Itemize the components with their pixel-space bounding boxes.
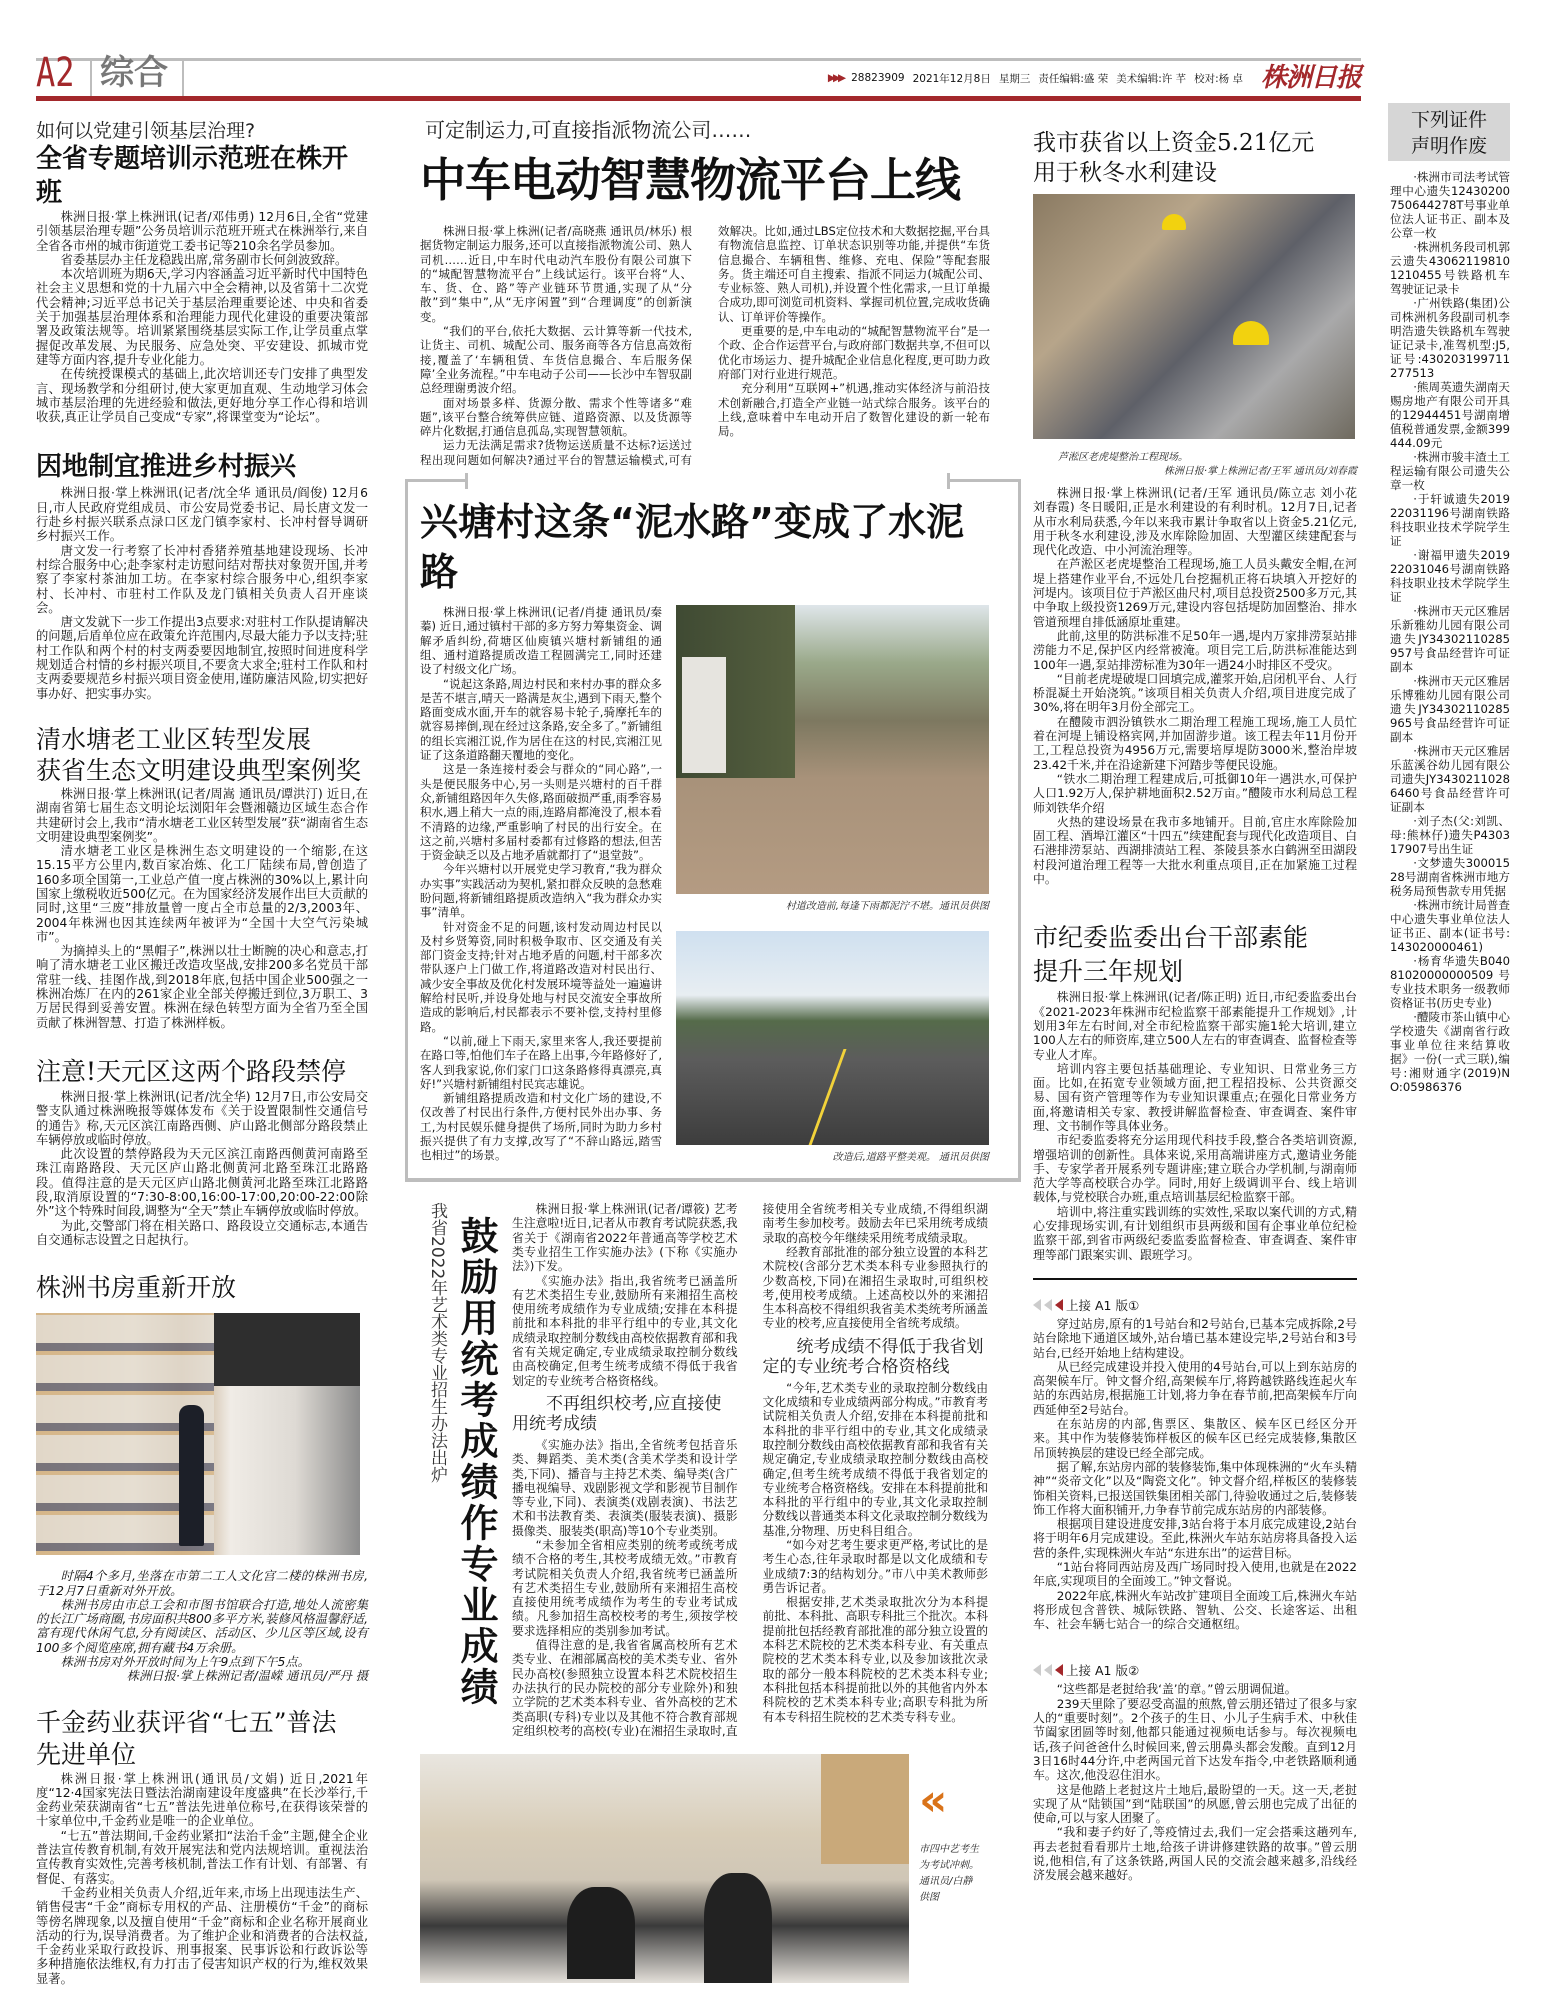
water-headline: 用于秋冬水利建设 [1033,160,1217,186]
chevron-left-icon [1044,1299,1052,1311]
paragraph: 清水塘老工业区是株洲生态文明建设的一个缩影,在这15.15平方公里内,数百家冶炼、化工厂陆续布局,曾创造了160多项全国第一,工业总产值一度占株洲的30%以上,累计向国家上缴税收近500亿元。在为国家经济发展作出巨大贡献的同时,这里“三废”排放量曾一度占全市总量的2/3,2003年、2004年株洲也因其连续两年被评为“全国十大空气污染城市”。 [36,844,368,944]
paragraph: 株洲日报·掌上株洲讯(记者/陈正明) 近日,市纪委监委出台《2021-2023年株洲市纪检监察干部素能提升工作规划》,计划用3年左右时间,对全市纪检监察干部实施1轮大培训,建立100人左右的师资库,建立500人左右的审查调查、监督检查等专业人才库。 [1033,990,1357,1062]
notice-title-box [1388,103,1510,161]
lost-notice-item: ·刘子杰(父:刘凯、母:熊林仔)遗失P430317907号出生证 [1390,814,1510,856]
paragraph: 《实施办法》指出,我省统考已涵盖所有艺术类招生专业,鼓励所有来湘招生高校使用统考成绩作为专业成绩;安排在本科提前批和本科批的非平行组中的专业,其文化成绩录取控制分数线由高校依据教育部和我省有关规定确定,专业成绩录取控制分数线由高校确定,但考生统考成绩不得低于我省划定的专业统考合格资格线。 [512,1273,738,1388]
article-headline: 提升三年规划 [1033,957,1184,987]
paragraph: 株洲日报·掌上株洲讯(记者/王军 通讯员/陈立志 刘小花 刘春霞) 冬日暖阳,正是水利建设的有利时机。12月7日,记者从市水利局获悉,今年以来我市累计争取省以上资金5.21亿元,用于秋冬水利建设,涉及水库除险加固、大型灌区续建配套与现代化改造、中小河流治理等。 [1033,486,1357,558]
paragraph: “1站台将同西站房及西广场同时投入使用,也就是在2022年底,实现项目的全面竣工。”钟文督说。 [1033,1560,1357,1589]
paragraph: 在传统授课模式的基础上,此次培训还专门安排了典型发言、现场教学和分组研讨,使大家更加直观、生动地学习体会城市基层治理的先进经验和做法,更好地分享工作心得和培训收获,真正让学员自己变成“专家”,将课堂变为“论坛”。 [36,367,368,425]
paragraph: 此次设置的禁停路段为天元区滨江南路西侧黄河南路至珠江南路路段、天元区庐山路北侧黄河北路至珠江北路路段。值得注意的是天元区庐山路北侧黄河北路至珠江北路路段,取消原设置的“7:30-8:00,16:00-17:00,20:00-22:00除外”这个特殊时间段,调整为“全天”禁止车辆停放或临时停放。 [36,1147,368,1219]
paragraph: 新铺组路提质改造和村文化广场的建设,不仅改善了村民出行条件,方便村民外出办事、务工,为村民娱乐健身提供了场所,同时为助力乡村振兴提供了有力支撑,改写了“不辞山路远,踏雪也相过”的场景。 [420,1091,662,1163]
chevron-left-icon [1033,1664,1041,1676]
article-body [1033,990,1357,1262]
art-photo-row [405,1754,1021,1983]
lost-notice-item: ·株洲市天元区雅居乐博雅幼儿园有限公司遗失JY34302110285965号食品经营许可证副本 [1390,674,1510,744]
water-article-body [1033,486,1357,886]
paragraph: 唐文发就下一步工作提出3点要求:对驻村工作队提请解决的问题,后盾单位应在政策允许范围内,尽最大能力予以支持;驻村工作队和两个村的村支两委要因地制宜,按照时间进度科学规划适合村情的乡村振兴项目,不要贪大求全;驻村工作队和村支两委要规范乡村振兴项目资金使用,谨防廉洁风险,切实把好事办好、把实事办实。 [36,615,368,701]
paragraph: 更重要的是,中车电动的“城配智慧物流平台”是一个政、企合作运营平台,与政府部门数据共享,不但可以优化市场运力、提升城配企业信息化程度,更可助力政府部门对行业进行规范。 [718,324,990,381]
paragraph: 据了解,东站房内部的装修装饰,集中体现株洲的“火车头精神”“炎帝文化”以及“陶瓷文化”。钟文督介绍,样板区的装修装饰相关资料,已报送国铁集团相关部门,待验收通过之后,装修装饰工作将大面积铺开,力争春节前完成东站房的内部装修。 [1033,1459,1357,1517]
header-red-rule [36,96,1361,101]
paragraph: 穿过站房,原有的1号站台和2号站台,已基本完成拆除,2号站台除地下通道区域外,站台墙已基本建设完毕,2号站台和3号站台,已经开始地上结构建设。 [1033,1316,1357,1360]
article-discipline [1033,922,1357,1262]
continued-from-label: 上接 A1 版② [1066,1663,1140,1679]
lead-article-body [420,224,990,467]
paragraph: “今年,艺术类专业的录取控制分数线由文化成绩和专业成绩两部分构成。”市教育考试院相关负责人介绍,安排在本科提前批和本科批的非平行组中的专业,其文化成绩录取控制分数线由高校依据教育部和我省有关规定确定,专业成绩录取控制分数线由高校确定,但考生统考成绩不得低于我省划定的专业统考合格资格线。安排在本科提前批和本科批的平行组中的专业,其文化录取控制分数线以普通类本科文化录取控制分数线为基准,分物理、历史科目组合。 [762,1380,988,1538]
paragraph: “未参加全省相应类别的统考或统考成绩不合格的考生,其校考成绩无效。”市教育考试院相关负责人介绍,我省统考已涵盖所有艺术类招生专业,鼓励所有来湘招生高校直接使用统考成绩作为考生的专业考试成绩。凡参加招生高校校考的考生,须按学校要求选择相应的类别参加考试。 [512,1537,738,1638]
chevron-left-icon [1033,1299,1041,1311]
article-qingshuitang [36,725,368,1030]
arrows-icon: ▶▶▶ [827,72,844,84]
lost-notice-item: ·株洲市司法考试管理中心遗失12430200750644278T号事业单位法人证书正、副本及公章一枚 [1390,170,1510,240]
article-headline: 清水塘老工业区转型发展 [36,724,312,754]
paragraph: 株洲日报·掌上株洲讯(通讯员/文娟) 近日,2021年度“12·4国家宪法日暨法治湖南建设年度盛典”在长沙举行,千金药业荣获湖南省“七五”普法先进单位称号,在获得该荣誉的十家单位中,千金药业是唯一的企业单位。 [36,1771,368,1829]
art-editor: 美术编辑:许 芊 [1116,72,1187,85]
article-headline: 全省专题培训示范班在株开班 [36,144,349,208]
paragraph: 从已经完成建设并投入使用的4号站台,可以上到东站房的高架候车厅。钟文督介绍,高架候车厅,将跨越铁路线连起火车站的东西站房,根据施工计划,将力争在春节前,把高架候车厅向西延伸至2号站台。 [1033,1359,1357,1417]
continued-label [1033,1661,1357,1679]
chevron-left-icon [1055,1664,1063,1676]
paragraph: 根据项目建设进度安排,3站台将于本月底完成建设,2站台将于明年6月完成建设。至此,株洲火车站东站房将具备投入运营的条件,实现株洲火车站“东进东出”的运营目标。 [1033,1517,1357,1560]
article-headline: 因地制宜推进乡村振兴 [36,452,297,483]
lost-notice-item: ·株洲市天元区雅居乐新雅幼儿园有限公司遗失JY34302110285957号食品经营许可证副本 [1390,604,1510,674]
paragraph: 在芦淞区老虎堤整治工程现场,施工人员头戴安全帽,在河堤上搭建作业平台,不远处几台挖掘机正将石块填入开挖好的河堤内。该项目位于芦淞区曲尺村,项目总投资2500多万元,其中争取上级投资1269万元,建设内容包括堤防加固整治、排水管道预埋自排低涵原址重建。 [1033,557,1357,629]
article-headline: 千金药业获评省“七五”普法 [36,1707,337,1737]
xingtang-content [420,605,990,1164]
paragraph: “铁水二期治理工程建成后,可抵御10年一遇洪水,可保护人口1.92万人,保护耕地面积2.52万亩。”醴陵市水利局总工程师刘铁华介绍 [1033,771,1357,815]
paragraph: 火热的建设场景在我市多地铺开。目前,官庄水库除险加固工程、酒埠江灌区“十四五”续建配套与现代化改造项目、白石港排涝泵站、西湖排渍站工程、茶陵县茶水白鹤洲至田湖段村段河道治理工程等一大批水利重点项目,正在加紧施工过程中。 [1033,814,1357,887]
bookstore-photo [36,1313,360,1555]
lost-notice-item: ·谢福甲遗失201922031046号湖南铁路科技职业技术学院学生证 [1390,548,1510,604]
paragraph: 株洲日报·掌上株洲讯(记者/肖捷 通讯员/秦蓁) 近日,通过镇村干部的多方努力筹集资金、调解矛盾纠纷,荷塘区仙庾镇兴塘村新铺组的通组、通村道路提质改造工程圆满完工,同时还建设了村级文化广场。 [420,605,662,677]
box-frame-tick [465,473,468,489]
box-frame-top-left [405,479,467,482]
paragraph: 239天里除了要忍受高温的煎熬,曾云朋还错过了很多与家人的“重要时刻”。2个孩子的生日、小儿子生病手术、中秋佳节阖家团圆等时刻,他都只能通过视频电话参与。每次视频电话,孩子问爸爸什么时候回来,曾云朋鼻头都会发酸。直到12月3日16时44分许,中老两国元首下达发车指令,中老铁路顺利通车。这次,他没忍住泪水。 [1033,1696,1357,1783]
right-column [1033,128,1357,1883]
lost-notice-item: ·于轩诚遗失201922031196号湖南铁路科技职业技术学院学生证 [1390,492,1510,548]
article-body [36,210,368,424]
photo-caption: 市四中艺考生为考试冲刺。通讯员/白静 供图 [919,1844,979,1904]
dike-construction-photo [1033,194,1355,439]
article-headline: 注意!天元区这两个路段禁停 [36,1056,347,1086]
lost-notice-list [1390,170,1510,1094]
article-body [36,1090,368,1247]
left-column [36,120,368,1986]
photo-credit: 株洲日报·掌上株洲记者/温嵘 通讯员/严丹 摄 [126,1669,368,1684]
paragraph: 在醴陵市泗汾镇铁水二期治理工程施工现场,施工人员忙着在河堤上铺设格宾网,并加固游步道。该工程去年11月份开工,工程总投资为4956万元,需要培厚堤防3000米,整治岸坡23.42千米,并在沿途新建下河踏步等便民设施。 [1033,714,1357,772]
paragraph: 株洲日报·掌上株洲讯(记者/周嵩 通讯员/谭洪汀) 近日,在湖南省第七届生态文明论坛浏阳年会暨湘赣边区域生态合作共建研讨会上,我市“清水塘老工业区转型发展”获“湖南省生态文明建设典型案例奖”。 [36,786,368,844]
art-subhead: 不再组织校考,应直接使用统考成绩 [512,1393,722,1434]
paragraph: “以前,碰上下雨天,家里来客人,我还要提前在路口等,怕他们车子在路上出事,今年路修好了,客人到我家说,你们家门口这条路修得真漂亮,真好!”兴塘村新铺组村民宾志雄说。 [420,1033,662,1091]
editor: 责任编辑:盛 荣 [1038,72,1109,85]
paragraph: 市纪委监委将充分运用现代科技手段,整合各类培训资源,增强培训的创新性。具体来说,采用高端讲座方式,邀请业务能手、专家学者开展系列专题讲座;建立联合办学机制,与湖南师范大学等高校联合办学。同时,用好上级调训平台、线上培训载体,与党校联合办班,重点培训基层纪检监察干部。 [1033,1133,1357,1205]
photo-credit: 株洲日报·掌上株洲记者/王军 通讯员/刘春霞 [1163,466,1357,477]
paragraph: “说起这条路,周边村民和来村办事的群众多是苦不堪言,晴天一路满是灰尘,遇到下雨天,整个路面变成水面,开车的就容易卡轮子,骑摩托车的就容易摔倒,现在经过这条路,安全多了。”新铺组的组长宾湘江说,作为居住在这的村民,宾湘江见证了这条道路翻天覆地的变化。 [420,676,662,763]
lead-headline: 中车电动智慧物流平台上线 [420,153,960,207]
issue-code: 28823909 [851,72,905,84]
art-students-photo [420,1754,909,1983]
paragraph: “我和妻子约好了,等疫情过去,我们一定会搭乘这趟列车,再去老挝看看那片土地,给孩子讲讲修建铁路的故事。”曾云朋说,他相信,有了这条铁路,两国人民的交流会越来越多,沿线经济发展会越来越好。 [1033,1825,1357,1883]
road-before-photo [676,605,989,894]
article-body [1033,1317,1357,1632]
lost-notice-item: ·株洲市统计局普查中心遗失事业单位法人证书正、副本(证书号:143020000461) [1390,898,1510,954]
paragraph: 经教育部批准的部分独立设置的本科艺术院校(含部分艺术类本科专业参照执行的少数高校,下同)在湘招生录取时,可组织校考,使用校考成绩。上述高校以外的来湘招生本科高校不得组织我省美术类统考所涵盖专业的校考,应直接使用全省统考成绩。 [762,1244,988,1331]
article-kicker: 如何以党建引领基层治理? [36,120,256,142]
paragraph: 株洲日报·掌上株洲讯(记者/沈全华 通讯员/阎俊) 12月6日,市人民政府党组成员、市公安局党委书记、局长唐文发一行赴乡村振兴联系点渌口区龙门镇李家村、长冲村督导调研乡村振兴工作。 [36,486,368,544]
chevron-left-icon [1044,1664,1052,1676]
continued-from-label: 上接 A1 版① [1066,1297,1140,1313]
paragraph: 在东站房的内部,售票区、集散区、候车区已经区分开来。其中作为装修装饰样板区的候车区已经完成装修,集散区吊顶转换层的建设已经全部完成。 [1033,1417,1357,1460]
lead-article [405,118,990,467]
paragraph: 2022年底,株洲火车站改扩建项目全面竣工后,株洲火车站将形成包含普铁、城际铁路、智轨、公交、长途客运、出租车、社会车辆七站合一的综合交通枢纽。 [1033,1588,1357,1632]
lost-notice-item: ·株洲机务段司机郭云遗失430621198101210455号铁路机车驾驶证记录卡 [1390,240,1510,296]
header-divider [90,58,92,98]
article-body [36,1569,368,1683]
double-chevron-left-icon: « [919,1775,948,1827]
xingtang-headline: 兴塘村这条“泥水路”变成了水泥路 [420,500,964,595]
header-meta [828,71,1243,86]
middle-column [405,118,1021,1983]
chevron-left-icon [1055,1299,1063,1311]
paragraph: 株洲日报·掌上株洲讯(记者/邓伟勇) 12月6日,全省“党建引领基层治理专题”公务员培训示范班开班式在株洲举行,来自全省各市州的城市街道党工委书记等210余名学员参加。 [36,210,368,253]
paragraph: 为此,交警部门将在相关路口、路段设立交通标志,本通告自交通标志设置之日起执行。 [36,1218,368,1247]
art-photo-caption-block [919,1754,983,1983]
paragraph: “七五”普法期间,千金药业紧扣“法治千金”主题,健全企业普法宣传教育机制,有效开展宪法和党内法规培训。重视法治宣传教育实效性,完善考核机制,普法工作有计划、有部署、有督促、有落实。 [36,1828,368,1886]
road-after-photo [676,931,989,1145]
header-right [200,60,1361,96]
article-headline: 获省生态文明建设典型案例奖 [36,755,362,785]
paragraph: 株洲书房由市总工会和市图书馆联合打造,地处人流密集的长江广场商圈,书房面积共800多平方米,装修风格温馨舒适,富有现代休闲气息,分有阅读区、活动区、少儿区等区域,设有100多个阅览座席,拥有藏书4万余册。 [36,1597,368,1655]
xingtang-photos [676,605,989,1164]
issue-weekday: 星期三 [998,72,1031,85]
lost-notice-item: ·熊周英遗失湖南天赐房地产有限公司开具的12944451号湖南增值税普通发票,金额399444.09元 [1390,380,1510,450]
art-article-body [512,1202,988,1738]
lost-notice-item: ·醴陵市茶山镇中心学校遗失《湖南省行政事业单位往来结算收据》一份(一式三联),编号:湘财通字(2019)NO:05986376 [1390,1010,1510,1094]
paragraph: 培训中,将注重实践训练的实效性,采取以案代训的方式,精心安排现场实训,有计划组织市县两级和国有企事业单位纪检监察干部,到省市两级纪委监委监督检查、审查调查、案件审理等部门跟案实训、跟班学习。 [1033,1204,1357,1262]
paragraph: 千金药业相关负责人介绍,近年来,市场上出现违法生产、销售侵害“千金”商标专用权的产品、注册模仿“千金”的商标等傍名牌现象,以及擅自使用“千金”商标和企业名称开展商业活动的行为,误导消费者。为了维护企业和消费者的合法权益,千金药业采取行政投诉、刑事报案、民事诉讼和行政诉讼等多种措施依法维权,有力打击了侵害知识产权的行为,维权效果显著。 [36,1885,368,1986]
notice-title: 声明作废 [1410,135,1487,157]
paragraph: 株洲书房对外开放时间为上午9点到下午5点。 [60,1655,310,1669]
article-bookstore [36,1271,368,1683]
xingtang-box [405,479,1021,1182]
photo-caption: 改造后,道路平整美观。 通讯员供图 [832,1152,989,1164]
paragraph: “我们的平台,依托大数据、云计算等新一代技术,让货主、司机、城配公司、服务商等各方信息高效衔接,覆盖了‘车辆租赁、车货信息撮合、车后服务保障’全业务流程。”中车电动子公司——长沙中车智驭副总经理谢勇波介绍。 [420,324,692,396]
lost-notice-item: ·株洲市天元区雅居乐蓝溪谷幼儿园有限公司遗失JY34302110286460号食品经营许可证副本 [1390,744,1510,814]
lead-kicker: 可定制运力,可直接指派物流公司…… [425,118,752,142]
photo-caption: 村道改造前,每逢下雨都泥泞不堪。通讯员供图 [785,901,989,913]
article-no-parking [36,1054,368,1247]
paragraph: 时隔4个多月,坐落在市第二工人文化宫二楼的株洲书房,于12月7日重新对外开放。 [36,1569,368,1598]
article-rural-revitalization [36,448,368,700]
box-frame-tick [947,473,950,489]
article-headline: 株洲书房重新开放 [36,1273,237,1303]
lost-notice-item: ·文梦遗失30001528号湖南省株洲市地方税务局预售款专用凭据 [1390,856,1510,898]
paragraph: 这是他踏上老挝这片土地后,最盼望的一天。这一天,老挝实现了从“陆锁国”到“陆联国”的夙愿,曾云朋也完成了出征的使命,可以与家人团聚了。 [1033,1782,1357,1826]
art-subhead: 统考成绩不得低于我省划定的专业统考合格资格线 [762,1336,984,1377]
paragraph: 为摘掉头上的“黑帽子”,株洲以壮士断腕的决心和意志,打响了清水塘老工业区搬迁改造攻坚战,安排200多名党员干部常驻一线、挂图作战,到2018年底,包括中国企业500强之一株洲冶炼厂在内的261家企业全部关停搬迁到位,3万职工、3万居民得到妥善安置。株洲在绿色转型方面为全省乃至全国贡献了株洲智慧、打造了株洲样板。 [36,944,368,1030]
paragraph: 培训内容主要包括基础理论、专业知识、日常业务三方面。比如,在拓宽专业领域方面,把工程招投标、公共资源交易、国有资产管理等作为专业知识课重点;在强化日常业务方面,将邀请相关专家、教授讲解监督检查、审查调查、案件审理、文书制作等具体业务。 [1033,1061,1357,1133]
newspaper-logo: 株洲日报 [1260,63,1361,93]
article-headline: 市纪委监委出台干部素能 [1033,923,1309,953]
water-headline: 我市获省以上资金5.21亿元 [1033,130,1315,156]
box-frame-top-right [947,479,1021,482]
article-body [1033,1682,1357,1882]
paragraph: “这些都是老挝给我‘盖’的章。”曾云朋调侃道。 [1056,1682,1297,1697]
paragraph: “目前老虎堤破堤口回填完成,灌浆开始,启闭机平台、人行桥混凝土开始浇筑。”该项目相关负责人介绍,项目进度完成了30%,将在明年3月份全部完工。 [1033,671,1357,715]
lost-notice-item: ·杨育华遗失B04081020000000509号专业技术职务一级教师资格证书(历史专业) [1390,954,1510,1010]
paragraph: 运力无法满足需求?货物运送质量不达标?运送过程出现问题如何解决?通过平台的智慧运输模式,可有效解决。比如,通过LBS定位技术和大数据挖掘,平台具有物流信息监控、订单状态识别等功能,并提供“车货信息撮合、车辆租售、维修、充电、保险”等配套服务。货主端还可自主搜索、指派不同运力(城配公司、专业标签、熟人司机),并设置个性化需求,一旦订单撮合成功,即可浏览司机资料、掌握司机位置,完成收货确认、订单评价等操作。 [420,224,990,467]
paragraph: 值得注意的是,我省省属高校所有艺术类专业、在湘部属高校的美术类专业、省外民办高校(参照独立设置本科艺术院校招生办法执行的民办院校的部分专业除外)和独立学院的艺术类本科专业、省外高校的艺术类高职(专科)专业以及其他不符合教育部规定组织校考的高校(专业)在湘招生录取时,直接使用全省统考相关专业成绩,不得组织湖南考生参加校考。鼓励去年已采用统考成绩录取的高校今年继续采用统考成绩录取。 [512,1202,988,1738]
continued-article-2 [1033,1661,1357,1882]
paragraph: 株洲日报·掌上株洲讯(记者/沈全华) 12月7日,市公安局交警支队通过株洲晚报等媒体发布《关于设置限制性交通信号的通告》称,天元区滨江南路西侧、庐山路北侧部分路段禁止车辆停放或临时停放。 [36,1089,368,1147]
article-body [36,1772,368,1986]
paragraph: 这是一条连接村委会与群众的“同心路”,一头是便民服务中心,另一头则是兴塘村的百千群众,新铺组路因年久失修,路面破损严重,雨季容易积水,遇上稍大一点的雨,连路肩都淹没了,根本看不清路的边缘,严重影响了村民的出行安全。在这之前,兴塘村多届村委都有过修路的想法,但苦于资金缺乏以及占地矛盾就都打了“退堂鼓”。 [420,762,662,863]
paragraph: 面对场景多样、货源分散、需求个性等诸多“难题”,该平台整合统筹供应链、道路资源、以及货源等碎片化数据,打通信息孤岛,实现智慧领航。 [420,395,692,439]
paragraph: 针对资金不足的问题,该村发动周边村民以及村乡贤筹资,同时积极争取市、区交通及有关部门资金支持;针对占地矛盾的问题,村干部多次带队逐户上门做工作,将道路改造对村民出行、减少安全事故及优化村发展环境等益处一遍遍讲解给村民听,并设身处地与村民交流安全事故所造成的影响后,村民都表示不要补偿,支持村里修路。 [420,919,662,1034]
paragraph: 唐文发一行考察了长冲村香猪养殖基地建设现场、长冲村综合服务中心;赴李家村走访慰问结对帮扶对象贺开国,并考察了李家村茶油加工坊。在李家村综合服务中心,组织李家村、长冲村、市驻村工作队及龙门镇相关负责人召开座谈会。 [36,543,368,615]
article-body [36,787,368,1030]
article-body [36,486,368,700]
paragraph: 此前,这里的防洪标准不足50年一遇,堤内万家排涝泵站排涝能力不足,保护区内经常被淹。项目完工后,防洪标准能达到100年一遇,泵站排涝标准为30年一遇24小时排区不受灾。 [1033,628,1357,672]
header-divider [182,58,184,98]
article-headline: 先进单位 [36,1739,137,1769]
lost-notice-item: ·株洲市骏丰渣土工程运输有限公司遗失公章一枚 [1390,450,1510,492]
paragraph: 株洲日报·掌上株洲(记者/高晓燕 通讯员/林乐) 根据货物定制运力服务,还可以直接指派物流公司、熟人司机……近日,中车时代电动汽车股份有限公司旗下的“城配智慧物流平台”上线试运行。该平台将“人、车、货、仓、路”等产业链环节贯通,实现了从“分散”到“集中”,从“无序闲置”到“合理调度”的创新演变。 [420,224,692,324]
section-divider [1033,1278,1357,1280]
paragraph: 根据安排,艺术类录取批次分为本科提前批、本科批、高职专科批三个批次。本科提前批包括经教育部批准的部分独立设置的本科艺术院校的艺术类本科专业、有关重点院校的艺术类本科专业,以及参加该批次录取的部分一般本科院校的艺术类本科专业;本科批包括本科提前批以外的其他省内外本科院校的艺术类本科专业;高职专科批为所有本专科招生院校的艺术类专科专业。 [762,1595,988,1724]
xingtang-body [420,605,662,1164]
article-qianjin [36,1708,368,1986]
paragraph: “如今对艺考生要求更严格,考试比的是考生心态,往年录取时都是以文化成绩和专业成绩7:3的结构划分。”市八中美术教师彭勇告诉记者。 [762,1537,988,1595]
article-party-training [36,120,368,424]
art-kicker: 我省2022年艺术类专业招生办法出炉 [427,1202,447,1484]
notice-title: 下列证件 [1410,109,1487,131]
lost-notice-item: ·广州铁路(集团)公司株洲机务段副司机李明浩遗失铁路机车驾驶证记录卡,准驾机型:J5,证号:430203199711277513 [1390,296,1510,380]
continued-label [1033,1296,1357,1314]
paragraph: 株洲日报·掌上株洲讯(记者/谭筱) 艺考生注意啦!近日,记者从市教育考试院获悉,我省关于《湖南省2022年普通高等学校艺术类专业招生工作实施办法》(下称《实施办法》)下发。 [512,1202,738,1274]
art-article [405,1202,1021,1738]
paragraph: 省委基层办主任龙稳践出席,常务副市长何剑波致辞。 [60,252,348,267]
page-number: A2 [36,50,75,96]
paragraph: 《实施办法》指出,全省统考包括音乐类、舞蹈类、美术类(含美术学类和设计学类,下同)、播音与主持艺术类、编导类(含广播电视编导、戏剧影视文学和影视节目制作等专业,下同)、表演类(戏剧表演)、书法艺术和书法教育类、表演类(服装表演)、摄影摄像类、服装类(职高)等10个专业类别。 [512,1437,738,1538]
paragraph: 充分利用“互联网+”机遇,推动实体经济与前沿技术创新融合,打造全产业链一站式综合服务。该平台的上线,意味着中车电动开启了数智化建设的新一轮布局。 [718,381,990,439]
issue-date: 2021年12月8日 [912,72,991,85]
proofreader: 校对:杨 卓 [1194,72,1243,85]
paragraph: 今年兴塘村以开展党史学习教育,“我为群众办实事”实践活动为契机,紧扣群众反映的急愁难盼问题,将新铺组路提质改造纳入“我为群众办实事”清单。 [420,862,662,920]
section-name: 综合 [100,53,168,93]
photo-caption: 芦淞区老虎堤整治工程现场。 [1058,452,1188,463]
art-headline: 鼓励用统考成绩作专业成绩 [454,1216,498,1709]
paragraph: 本次培训班为期6天,学习内容涵盖习近平新时代中国特色社会主义思想和党的十九届六中全会精神,以及省第十二次党代会精神;习近平总书记关于基层治理重要论述、中央和省委关于加强基层治理体系和治理能力现代化建设的重要决策部署及政策法规等。培训紧紧围绕基层实际工作,让学员重点掌握促改革发展、为民服务、应急处突、平安建设、抓城市党建等方面内容,提升专业化能力。 [36,267,368,367]
continued-article-1 [1033,1296,1357,1632]
